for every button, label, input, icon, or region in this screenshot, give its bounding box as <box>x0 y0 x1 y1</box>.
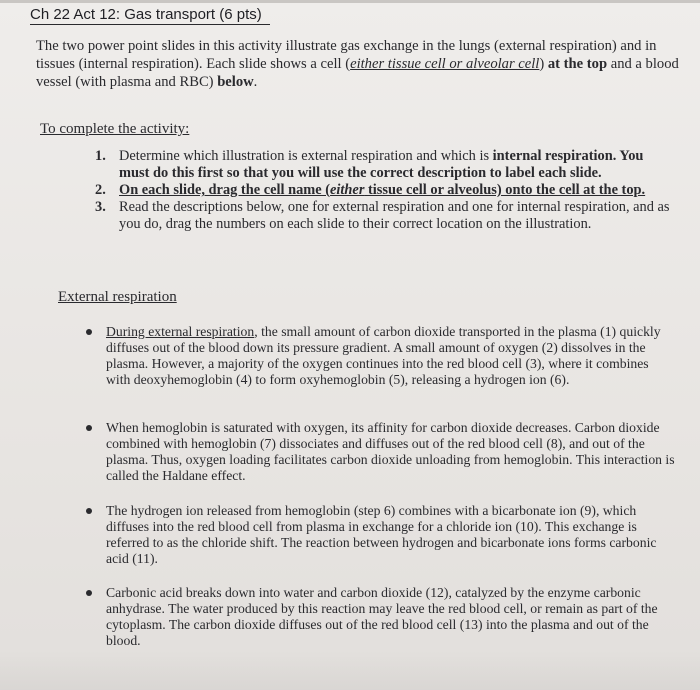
intro-text-1: The two power point slides in this activity illustrate gas exchange in the lungs (external respiration) and in tissues (internal respiration). Each slide shows a cell ( <box>36 38 657 72</box>
external-respiration-heading: External respiration <box>58 289 177 305</box>
steps-list <box>95 148 670 233</box>
step-text: Read the descriptions below, one for external respiration and one for internal respiration, and as you do, drag the numbers on each slide to their correct location on the illustration. <box>119 199 670 232</box>
step-number: 2. <box>95 182 106 198</box>
bullet-text: When hemoglobin is saturated with oxygen, its affinity for carbon dioxide decreases. Carbon dioxide combined with hemoglobin (7) dissociates and diffuses out of the red blood cell (8), and out of the plasma. Thus, oxygen loading facilitates carbon dioxide unloading from hemoglobin. This interaction is called the Haldane effect. <box>106 420 675 483</box>
intro-cell-types: either tissue cell or alveolar cell <box>350 56 540 72</box>
bullet-dot <box>86 590 92 596</box>
list-item <box>80 420 676 484</box>
step-item <box>95 199 670 233</box>
step-bold-text: You must do this first so that you will use the correct description to label each slide. <box>119 148 644 181</box>
step-emphasis: either <box>330 182 365 198</box>
intro-text-3: and a blood vessel (with plasma and RBC) <box>36 56 679 90</box>
page-title: Ch 22 Act 12: Gas transport (6 pts) <box>30 6 270 25</box>
list-item <box>80 503 676 567</box>
bullet-text: , the small amount of carbon dioxide transported in the plasma (1) quickly diffuses out of the blood down its pressure gradient. A small amount of oxygen (2) dissolves in the plasma. However, a majority of the oxygen continues into the red blood cell (3), where it combines with deoxyhemoglobin (4) to form oxyhemoglobin (5), releasing a hydrogen ion (6). <box>106 324 661 387</box>
step-number: 3. <box>95 199 106 215</box>
step-number: 1. <box>95 148 106 164</box>
bullet-dot <box>86 329 92 335</box>
step-bold-text: internal respiration. <box>492 148 617 164</box>
step-bold-text: tissue cell or alveolus) onto the cell at the top. <box>364 182 646 198</box>
bullet-dot <box>86 508 92 514</box>
step-bold-text: On each slide, drag the cell name ( <box>119 182 331 198</box>
intro-at-the-top: at the top <box>547 56 608 72</box>
intro-paragraph <box>36 37 686 91</box>
intro-text-4: . <box>253 74 258 90</box>
intro-text-2: ) <box>539 56 548 72</box>
bullet-lead: During external respiration <box>106 324 255 339</box>
page-shadow <box>0 650 700 690</box>
list-item <box>80 585 676 649</box>
bullet-text: The hydrogen ion released from hemoglobin (step 6) combines with a bicarbonate ion (9), which diffuses into the red blood cell from plasma in exchange for a chloride ion (10). This exchange is referred to as the chloride shift. The reaction between hydrogen and bicarbonate ions forms carbonic acid (11). <box>106 503 657 566</box>
activity-heading: To complete the activity: <box>40 121 190 137</box>
step-item <box>95 148 670 182</box>
list-item <box>80 324 676 388</box>
step-item <box>95 182 670 199</box>
page-top-edge <box>0 0 700 3</box>
bullet-dot <box>86 425 92 431</box>
bullet-text: Carbonic acid breaks down into water and carbon dioxide (12), catalyzed by the enzyme carbonic anhydrase. The water produced by this reaction may leave the red blood cell, or remain as part of the cytoplasm. The carbon dioxide diffuses out of the red blood cell (13) into the plasma and out of the blood. <box>106 585 658 648</box>
step-text: Determine which illustration is external respiration and which is <box>119 148 493 164</box>
intro-below: below <box>217 74 254 90</box>
